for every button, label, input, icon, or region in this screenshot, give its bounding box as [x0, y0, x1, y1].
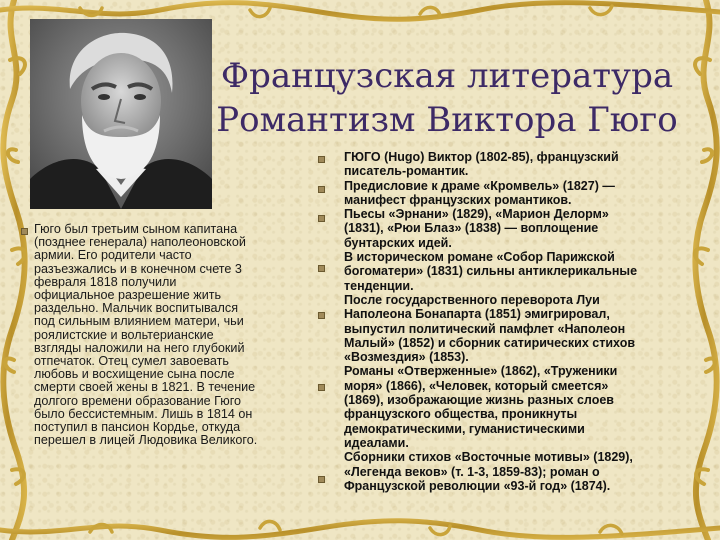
title-line-2: Романтизм Виктора Гюго [216, 100, 678, 140]
bullet-marker [318, 156, 325, 163]
bullet-marker [318, 186, 325, 193]
list-item: Предисловие к драме «Кромвель» (1827) — манифест французских романтиков. [344, 178, 615, 207]
bullet-marker [318, 312, 325, 319]
list-item: Сборники стихов «Восточные мотивы» (1829), «Легенда веков» (т. 1-3, 1859-83); роман о Французской революции «93-й год» (1874). [344, 450, 633, 493]
biography-paragraph: Гюго был третьим сыном капитана (позднее генерала) наполеоновской армии. Его родители часто разъезжались и в конечном счете 3 февраля 1818 получили официальное разрешение жить раздельно. Мальчик воспитывался под сильным влиянием матери, чьи роялистские и вольтерианские взгляды наложили на него глубокий отпечаток. Отец сумел завоевать любовь и восхищение сына после смерти своей жены в 1821. В течение долгого времени образование Гюго было бессистемным. Лишь в 1814 он поступил в пансион Кордье, откуда перешел в лицей Людовика Великого. [34, 222, 258, 448]
list-item: ГЮГО (Hugo) Виктор (1802-85), французский писатель-романтик. [344, 150, 619, 179]
bullet-marker [21, 228, 28, 235]
bullet-marker [318, 384, 325, 391]
portrait-photo [30, 19, 212, 209]
bullet-marker [318, 476, 325, 483]
list-item: После государственного переворота Луи Наполеона Бонапарта (1851) эмигрировал, выпустил политический памфлет «Наполеон Малый» (1852) и сборник сатирических стихов «Возмездия» (1853). [344, 292, 636, 365]
list-item: В историческом романе «Собор Парижской богоматери» (1831) сильны антиклерикальные тенденции. [344, 250, 638, 293]
bullet-marker [318, 215, 325, 222]
slide-title [212, 54, 682, 142]
works-list [344, 150, 709, 493]
title-line-1: Французская литература [220, 56, 674, 96]
list-item: Пьесы «Эрнани» (1829), «Марион Делорм» (1831), «Рюи Блаз» (1838) — воплощение бунтарских идей. [344, 207, 609, 250]
bullet-marker [318, 265, 325, 272]
list-item: Романы «Отверженные» (1862), «Труженики моря» (1866), «Человек, который смеется» (1869), изображающие жизнь разных слоев французского общества, проникнуты демократическими, гуманистическими идеалами. [344, 364, 618, 450]
